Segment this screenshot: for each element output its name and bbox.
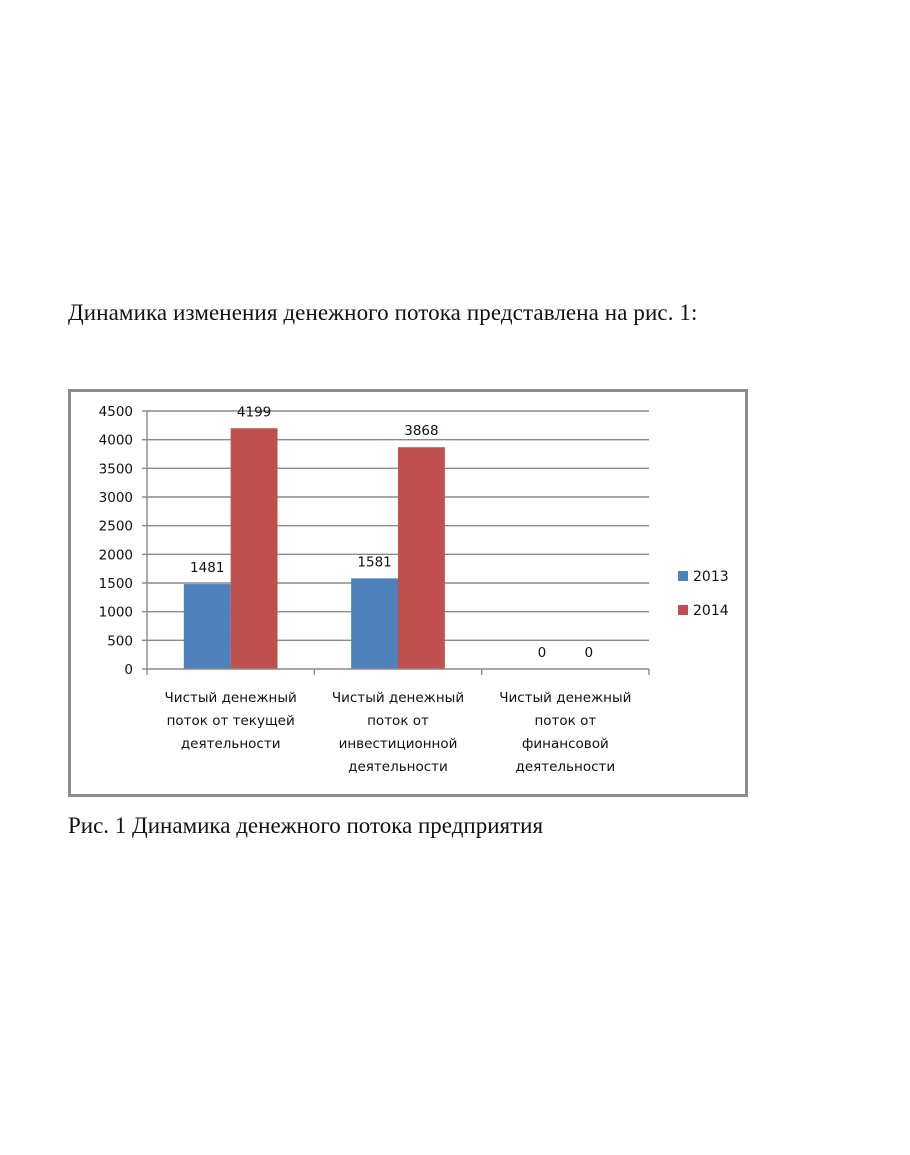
y-tick-label: 1000 <box>98 604 133 621</box>
data-label: 4199 <box>236 404 272 421</box>
y-tick-label: 500 <box>107 633 133 650</box>
y-tick-label: 4000 <box>98 432 133 449</box>
legend-swatch-2014 <box>678 605 688 615</box>
data-label: 0 <box>537 645 547 661</box>
y-tick-label: 3000 <box>98 490 133 506</box>
legend <box>678 569 729 619</box>
x-category-label: Чистый денежный поток от текущей деятельности <box>164 690 297 752</box>
y-tick-label: 2500 <box>98 518 133 535</box>
data-label: 0 <box>584 645 594 661</box>
cash-flow-bar-chart <box>71 392 745 794</box>
y-tick-label: 2000 <box>98 547 133 564</box>
y-tick-label: 3500 <box>98 461 133 478</box>
legend-label-2014: 2014 <box>693 603 729 619</box>
bar-2014-cat-1 <box>231 428 278 669</box>
legend-swatch-2013 <box>678 571 688 581</box>
x-axis-labels <box>165 690 632 775</box>
y-tick-label: 0 <box>124 662 133 678</box>
y-axis-ticks <box>99 404 147 678</box>
chart-frame <box>68 389 748 797</box>
figure-caption: Рис. 1 Динамика денежного потока предприятия <box>68 813 544 838</box>
bars <box>184 428 445 669</box>
bar-2013-cat-2 <box>351 578 398 669</box>
data-label: 1581 <box>357 554 392 571</box>
x-category-label: Чистый денежный поток от финансовой деятельности <box>499 690 632 775</box>
bar-2014-cat-2 <box>398 447 445 669</box>
data-label: 1481 <box>190 560 225 577</box>
intro-paragraph: Динамика изменения денежного потока представлена на рис. 1: <box>68 300 698 325</box>
bar-2013-cat-1 <box>184 584 231 669</box>
y-tick-label: 4500 <box>98 404 133 420</box>
y-tick-label: 1500 <box>98 576 133 592</box>
data-label: 3868 <box>404 423 439 440</box>
legend-label-2013: 2013 <box>693 569 729 585</box>
x-category-label: Чистый денежный поток от инвестиционной деятельности <box>331 690 465 775</box>
